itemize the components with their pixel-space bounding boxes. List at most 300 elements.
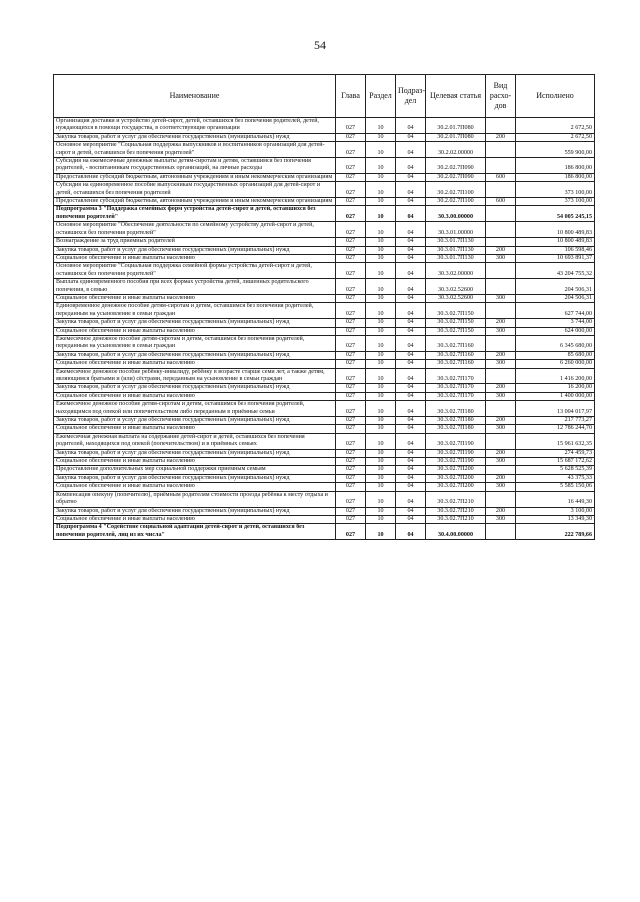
column-header-name: Наименование [54, 75, 336, 118]
table-row [54, 491, 595, 507]
cell-statya: 30.3.02.7П160 [426, 335, 486, 351]
cell-glava: 027 [336, 392, 366, 400]
cell-vid: 200 [486, 417, 516, 425]
cell-name: Закупка товаров, работ и услуг для обеспечения государственных (муниципальных) нужд [54, 449, 336, 457]
cell-ispolneno: 186 800,00 [516, 173, 595, 181]
cell-statya: 30.2.02.7П100 [426, 198, 486, 206]
cell-ispolneno: 43 375,33 [516, 474, 595, 482]
column-header-vid: Вид расхо-дов [486, 75, 516, 118]
cell-statya: 30.3.02.7П210 [426, 507, 486, 515]
cell-podrazdel: 04 [396, 417, 426, 425]
cell-statya: 30.3.02.7П190 [426, 449, 486, 457]
cell-glava: 027 [336, 466, 366, 474]
cell-ispolneno: 12 786 244,70 [516, 425, 595, 433]
cell-vid: 300 [486, 425, 516, 433]
cell-glava: 027 [336, 327, 366, 335]
column-header-razdel: Раздел [366, 75, 396, 118]
cell-statya: 30.3.02.7П170 [426, 384, 486, 392]
cell-statya: 30.3.02.7П200 [426, 474, 486, 482]
cell-name: Субсидия на единовременное пособие выпускникам государственных организаций для детей-сирот и детей, оставшихся без попечения родителей [54, 182, 336, 198]
cell-vid: 200 [486, 246, 516, 254]
cell-vid: 300 [486, 458, 516, 466]
cell-glava: 027 [336, 483, 366, 491]
cell-name: Закупка товаров, работ и услуг для обеспечения государственных (муниципальных) нужд [54, 417, 336, 425]
column-header-statya: Целевая статья [426, 75, 486, 118]
cell-glava: 027 [336, 118, 366, 134]
cell-vid [486, 368, 516, 384]
cell-podrazdel: 04 [396, 507, 426, 515]
cell-vid [486, 401, 516, 417]
cell-vid: 200 [486, 133, 516, 141]
cell-glava: 027 [336, 238, 366, 246]
table-row [54, 182, 595, 198]
cell-podrazdel: 04 [396, 303, 426, 319]
table-row [54, 360, 595, 368]
cell-razdel: 10 [366, 238, 396, 246]
cell-podrazdel: 04 [396, 279, 426, 295]
cell-vid [486, 524, 516, 540]
cell-vid [486, 303, 516, 319]
cell-podrazdel: 04 [396, 368, 426, 384]
cell-ispolneno: 559 900,00 [516, 142, 595, 158]
cell-razdel: 10 [366, 133, 396, 141]
table-row [54, 392, 595, 400]
cell-vid: 200 [486, 351, 516, 359]
cell-name: Субсидия на ежемесячные денежные выплаты детям-сиротам и детям, оставшимся без попечения родителей, - воспитанникам государственных организаций, на личные расходы [54, 158, 336, 174]
cell-statya: 30.3.02.7П180 [426, 401, 486, 417]
cell-statya: 30.3.02.7П160 [426, 360, 486, 368]
cell-statya: 30.3.01.00000 [426, 222, 486, 238]
cell-statya: 30.3.02.7П200 [426, 483, 486, 491]
cell-vid [486, 182, 516, 198]
cell-ispolneno: 373 100,00 [516, 198, 595, 206]
cell-ispolneno: 43 204 755,32 [516, 263, 595, 279]
cell-statya: 30.3.01.7П130 [426, 238, 486, 246]
cell-name: Выплата единовременного пособия при всех формах устройства детей, лишенных родительского попечения, в семью [54, 279, 336, 295]
cell-name: Ежемесячное денежное пособие детям-сиротам и детям, оставшимся без попечения родителей, переданным на усыновление в семьи граждан [54, 335, 336, 351]
cell-ispolneno: 16 200,00 [516, 384, 595, 392]
cell-ispolneno: 1 416 200,00 [516, 368, 595, 384]
cell-glava: 027 [336, 158, 366, 174]
cell-name: Социальное обеспечение и иные выплаты населению [54, 360, 336, 368]
cell-razdel: 10 [366, 206, 396, 222]
budget-table [53, 74, 595, 540]
table-body [54, 118, 595, 540]
cell-glava: 027 [336, 198, 366, 206]
cell-razdel: 10 [366, 263, 396, 279]
column-header-podrazdel: Подраз-дел [396, 75, 426, 118]
table-row [54, 222, 595, 238]
cell-podrazdel: 04 [396, 491, 426, 507]
cell-ispolneno: 274 459,73 [516, 449, 595, 457]
cell-razdel: 10 [366, 351, 396, 359]
cell-ispolneno: 186 800,00 [516, 158, 595, 174]
cell-podrazdel: 04 [396, 474, 426, 482]
cell-vid [486, 491, 516, 507]
table-row [54, 238, 595, 246]
table-row [54, 368, 595, 384]
cell-ispolneno: 10 693 891,37 [516, 254, 595, 262]
cell-glava: 027 [336, 524, 366, 540]
cell-vid [486, 222, 516, 238]
cell-vid: 600 [486, 173, 516, 181]
cell-name: Закупка товаров, работ и услуг для обеспечения государственных (муниципальных) нужд [54, 133, 336, 141]
cell-statya: 30.3.02.7П200 [426, 466, 486, 474]
cell-razdel: 10 [366, 246, 396, 254]
cell-statya: 30.3.02.7П180 [426, 417, 486, 425]
cell-razdel: 10 [366, 222, 396, 238]
cell-ispolneno: 2 672,50 [516, 118, 595, 134]
table-row [54, 173, 595, 181]
cell-vid [486, 433, 516, 449]
cell-podrazdel: 04 [396, 182, 426, 198]
cell-podrazdel: 04 [396, 254, 426, 262]
cell-glava: 027 [336, 335, 366, 351]
table-row [54, 198, 595, 206]
cell-name: Организация доставки и устройство детей-сирот, детей, оставшихся без попечения родителей, детей, нуждающихся в помощи государства, в соответствующие организации [54, 118, 336, 134]
table-row [54, 254, 595, 262]
cell-statya: 30.3.02.7П150 [426, 327, 486, 335]
cell-ispolneno: 217 773,27 [516, 417, 595, 425]
cell-glava: 027 [336, 182, 366, 198]
cell-razdel: 10 [366, 458, 396, 466]
cell-glava: 027 [336, 474, 366, 482]
cell-name: Единовременное денежное пособие детям-сиротам и детям, оставшимся без попечения родителей, переданным на усыновление в семьи граждан [54, 303, 336, 319]
cell-name: Ежемесячное денежное пособие ребёнку-инвалиду, ребёнку в возрасте старше семи лет, а также детям, являющимся братьями и (или) сёстрами, переданным на усыновление в семьи граждан [54, 368, 336, 384]
cell-razdel: 10 [366, 515, 396, 523]
cell-ispolneno: 204 506,31 [516, 294, 595, 302]
cell-glava: 027 [336, 368, 366, 384]
cell-glava: 027 [336, 133, 366, 141]
cell-statya: 30.3.02.7П150 [426, 319, 486, 327]
table-row [54, 425, 595, 433]
table-row [54, 335, 595, 351]
cell-razdel: 10 [366, 368, 396, 384]
cell-podrazdel: 04 [396, 351, 426, 359]
cell-name: Предоставление субсидий бюджетным, автономным учреждениям и иным некоммерческим организациям [54, 173, 336, 181]
cell-podrazdel: 04 [396, 335, 426, 351]
column-header-ispolneno: Исполнено [516, 75, 595, 118]
cell-ispolneno: 3 100,00 [516, 507, 595, 515]
cell-ispolneno: 13 004 017,97 [516, 401, 595, 417]
cell-vid: 300 [486, 515, 516, 523]
cell-statya: 30.2.01.7П080 [426, 133, 486, 141]
cell-razdel: 10 [366, 507, 396, 515]
cell-name: Социальное обеспечение и иные выплаты населению [54, 294, 336, 302]
cell-razdel: 10 [366, 142, 396, 158]
cell-name: Основное мероприятие "Обеспечение деятельности по семейному устройству детей-сирот и детей, оставшихся без попечения родителей" [54, 222, 336, 238]
cell-vid [486, 142, 516, 158]
cell-podrazdel: 04 [396, 466, 426, 474]
cell-podrazdel: 04 [396, 392, 426, 400]
cell-podrazdel: 04 [396, 449, 426, 457]
cell-razdel: 10 [366, 483, 396, 491]
cell-razdel: 10 [366, 335, 396, 351]
cell-vid: 200 [486, 449, 516, 457]
cell-glava: 027 [336, 449, 366, 457]
cell-name: Предоставление субсидий бюджетным, автономным учреждениям и иным некоммерческим организациям [54, 198, 336, 206]
cell-statya: 30.3.02.7П210 [426, 515, 486, 523]
cell-razdel: 10 [366, 474, 396, 482]
table-row [54, 474, 595, 482]
cell-name: Закупка товаров, работ и услуг для обеспечения государственных (муниципальных) нужд [54, 319, 336, 327]
cell-podrazdel: 04 [396, 238, 426, 246]
cell-ispolneno: 54 005 245,15 [516, 206, 595, 222]
cell-glava: 027 [336, 254, 366, 262]
cell-glava: 027 [336, 246, 366, 254]
cell-vid: 200 [486, 507, 516, 515]
cell-vid: 200 [486, 474, 516, 482]
cell-razdel: 10 [366, 466, 396, 474]
table-row [54, 303, 595, 319]
cell-ispolneno: 10 800 489,83 [516, 222, 595, 238]
cell-vid [486, 238, 516, 246]
cell-podrazdel: 04 [396, 327, 426, 335]
cell-glava: 027 [336, 384, 366, 392]
cell-vid [486, 466, 516, 474]
cell-razdel: 10 [366, 491, 396, 507]
cell-podrazdel: 04 [396, 206, 426, 222]
cell-glava: 027 [336, 351, 366, 359]
table-row [54, 401, 595, 417]
cell-ispolneno: 627 744,00 [516, 303, 595, 319]
cell-podrazdel: 04 [396, 401, 426, 417]
cell-podrazdel: 04 [396, 263, 426, 279]
cell-ispolneno: 1 400 000,00 [516, 392, 595, 400]
cell-glava: 027 [336, 279, 366, 295]
cell-name: Основное мероприятие "Социальная поддержка семейной формы устройства детей-сирот и детей, оставшихся без попечения родителей" [54, 263, 336, 279]
cell-name: Ежемесячная денежная выплата на содержание детей-сирот и детей, оставшихся без попечения родителей, находящихся под опекой (попечительством) и в приёмных семьях [54, 433, 336, 449]
table-row [54, 263, 595, 279]
table-row [54, 351, 595, 359]
cell-vid [486, 118, 516, 134]
cell-name: Вознаграждение за труд приемных родителей [54, 238, 336, 246]
cell-statya: 30.3.01.7П130 [426, 246, 486, 254]
cell-statya: 30.3.02.7П210 [426, 491, 486, 507]
cell-razdel: 10 [366, 279, 396, 295]
page-number: 54 [314, 38, 326, 52]
cell-ispolneno: 15 687 172,62 [516, 458, 595, 466]
cell-podrazdel: 04 [396, 222, 426, 238]
cell-name: Закупка товаров, работ и услуг для обеспечения государственных (муниципальных) нужд [54, 351, 336, 359]
cell-ispolneno: 85 680,00 [516, 351, 595, 359]
cell-statya: 30.3.02.00000 [426, 263, 486, 279]
cell-vid [486, 279, 516, 295]
table-row [54, 279, 595, 295]
cell-name: Закупка товаров, работ и услуг для обеспечения государственных (муниципальных) нужд [54, 246, 336, 254]
cell-vid: 600 [486, 198, 516, 206]
cell-name: Закупка товаров, работ и услуг для обеспечения государственных (муниципальных) нужд [54, 507, 336, 515]
cell-ispolneno: 106 598,46 [516, 246, 595, 254]
cell-ispolneno: 16 449,30 [516, 491, 595, 507]
cell-razdel: 10 [366, 524, 396, 540]
cell-glava: 027 [336, 515, 366, 523]
table-header-row [54, 75, 595, 118]
cell-razdel: 10 [366, 158, 396, 174]
cell-glava: 027 [336, 458, 366, 466]
cell-glava: 027 [336, 360, 366, 368]
cell-name: Подпрограмма 4 "Содействие социальной адаптации детей-сирот и детей, оставшихся без попечения родителей, лиц из их числа" [54, 524, 336, 540]
cell-glava: 027 [336, 294, 366, 302]
cell-ispolneno: 624 000,00 [516, 327, 595, 335]
cell-name: Компенсация опекуну (попечителю), приёмным родителям стоимости проезда ребёнка к месту отдыха и обратно [54, 491, 336, 507]
cell-razdel: 10 [366, 173, 396, 181]
cell-glava: 027 [336, 173, 366, 181]
cell-vid: 300 [486, 483, 516, 491]
cell-razdel: 10 [366, 319, 396, 327]
cell-ispolneno: 13 349,30 [516, 515, 595, 523]
table-row [54, 515, 595, 523]
cell-glava: 027 [336, 142, 366, 158]
cell-podrazdel: 04 [396, 384, 426, 392]
cell-vid: 300 [486, 360, 516, 368]
cell-razdel: 10 [366, 198, 396, 206]
cell-ispolneno: 373 100,00 [516, 182, 595, 198]
cell-name: Социальное обеспечение и иные выплаты населению [54, 458, 336, 466]
cell-podrazdel: 04 [396, 246, 426, 254]
table-row [54, 507, 595, 515]
cell-razdel: 10 [366, 449, 396, 457]
cell-statya: 30.3.02.7П160 [426, 351, 486, 359]
cell-razdel: 10 [366, 401, 396, 417]
cell-ispolneno: 6 260 000,00 [516, 360, 595, 368]
cell-statya: 30.2.02.7П090 [426, 173, 486, 181]
cell-statya: 30.3.02.7П180 [426, 425, 486, 433]
cell-razdel: 10 [366, 303, 396, 319]
cell-podrazdel: 04 [396, 294, 426, 302]
cell-glava: 027 [336, 222, 366, 238]
table-row [54, 384, 595, 392]
cell-podrazdel: 04 [396, 319, 426, 327]
cell-glava: 027 [336, 263, 366, 279]
cell-podrazdel: 04 [396, 142, 426, 158]
table-row [54, 246, 595, 254]
cell-podrazdel: 04 [396, 524, 426, 540]
cell-statya: 30.4.00.00000 [426, 524, 486, 540]
cell-vid: 300 [486, 254, 516, 262]
cell-podrazdel: 04 [396, 425, 426, 433]
table-row [54, 458, 595, 466]
cell-ispolneno: 5 585 150,06 [516, 483, 595, 491]
cell-razdel: 10 [366, 182, 396, 198]
cell-podrazdel: 04 [396, 133, 426, 141]
cell-statya: 30.3.02.7П190 [426, 433, 486, 449]
cell-vid: 200 [486, 384, 516, 392]
cell-statya: 30.3.02.7П170 [426, 392, 486, 400]
table-row [54, 466, 595, 474]
cell-statya: 30.3.02.52600 [426, 294, 486, 302]
cell-vid: 200 [486, 319, 516, 327]
cell-podrazdel: 04 [396, 118, 426, 134]
cell-ispolneno: 3 744,00 [516, 319, 595, 327]
cell-podrazdel: 04 [396, 173, 426, 181]
cell-podrazdel: 04 [396, 483, 426, 491]
cell-statya: 30.3.02.7П190 [426, 458, 486, 466]
cell-statya: 30.3.00.00000 [426, 206, 486, 222]
cell-name: Закупка товаров, работ и услуг для обеспечения государственных (муниципальных) нужд [54, 384, 336, 392]
cell-vid: 300 [486, 327, 516, 335]
cell-statya: 30.2.02.00000 [426, 142, 486, 158]
cell-razdel: 10 [366, 360, 396, 368]
cell-vid [486, 335, 516, 351]
cell-name: Социальное обеспечение и иные выплаты населению [54, 327, 336, 335]
cell-ispolneno: 6 345 680,00 [516, 335, 595, 351]
cell-name: Подпрограмма 3 "Поддержка семейных форм устройства детей-сирот и детей, оставшихся без попечения родителей" [54, 206, 336, 222]
cell-glava: 027 [336, 303, 366, 319]
cell-ispolneno: 204 506,31 [516, 279, 595, 295]
table-row [54, 319, 595, 327]
cell-name: Социальное обеспечение и иные выплаты населению [54, 515, 336, 523]
table-row [54, 524, 595, 540]
table-row [54, 449, 595, 457]
cell-name: Социальное обеспечение и иные выплаты населению [54, 392, 336, 400]
cell-ispolneno: 10 800 489,83 [516, 238, 595, 246]
cell-podrazdel: 04 [396, 360, 426, 368]
cell-vid: 300 [486, 294, 516, 302]
cell-podrazdel: 04 [396, 198, 426, 206]
cell-podrazdel: 04 [396, 158, 426, 174]
cell-ispolneno: 5 628 525,39 [516, 466, 595, 474]
cell-razdel: 10 [366, 327, 396, 335]
cell-razdel: 10 [366, 118, 396, 134]
cell-vid: 300 [486, 392, 516, 400]
cell-glava: 027 [336, 206, 366, 222]
cell-razdel: 10 [366, 425, 396, 433]
cell-razdel: 10 [366, 433, 396, 449]
cell-glava: 027 [336, 319, 366, 327]
cell-razdel: 10 [366, 384, 396, 392]
cell-name: Основное мероприятие "Социальная поддержка выпускников и воспитанников организаций для детей-сирот и детей, оставшихся без попечения родителей" [54, 142, 336, 158]
table-row [54, 206, 595, 222]
cell-ispolneno: 2 672,50 [516, 133, 595, 141]
cell-statya: 30.2.02.7П090 [426, 158, 486, 174]
table-row [54, 483, 595, 491]
cell-ispolneno: 15 961 632,35 [516, 433, 595, 449]
cell-glava: 027 [336, 491, 366, 507]
table-row [54, 294, 595, 302]
cell-razdel: 10 [366, 254, 396, 262]
cell-vid [486, 206, 516, 222]
cell-podrazdel: 04 [396, 458, 426, 466]
table-row [54, 142, 595, 158]
table-row [54, 433, 595, 449]
cell-glava: 027 [336, 433, 366, 449]
cell-name: Ежемесячное денежное пособие детям-сиротам и детям, оставшимся без попечения родителей, находящимся под опекой или попечительством либо переданным в приёмные семьи [54, 401, 336, 417]
cell-statya: 30.3.02.7П170 [426, 368, 486, 384]
cell-glava: 027 [336, 425, 366, 433]
cell-name: Социальное обеспечение и иные выплаты населению [54, 425, 336, 433]
column-header-glava: Глава [336, 75, 366, 118]
cell-podrazdel: 04 [396, 433, 426, 449]
cell-ispolneno: 222 789,66 [516, 524, 595, 540]
table-row [54, 133, 595, 141]
cell-podrazdel: 04 [396, 515, 426, 523]
cell-razdel: 10 [366, 294, 396, 302]
cell-name: Закупка товаров, работ и услуг для обеспечения государственных (муниципальных) нужд [54, 474, 336, 482]
table-row [54, 158, 595, 174]
cell-vid [486, 263, 516, 279]
table-row [54, 417, 595, 425]
cell-glava: 027 [336, 417, 366, 425]
cell-statya: 30.3.02.52600 [426, 279, 486, 295]
cell-glava: 027 [336, 401, 366, 417]
cell-razdel: 10 [366, 417, 396, 425]
cell-statya: 30.3.02.7П150 [426, 303, 486, 319]
cell-name: Предоставление дополнительных мер социальной поддержки приемным семьям [54, 466, 336, 474]
cell-vid [486, 158, 516, 174]
cell-name: Социальное обеспечение и иные выплаты населению [54, 483, 336, 491]
cell-statya: 30.3.01.7П130 [426, 254, 486, 262]
